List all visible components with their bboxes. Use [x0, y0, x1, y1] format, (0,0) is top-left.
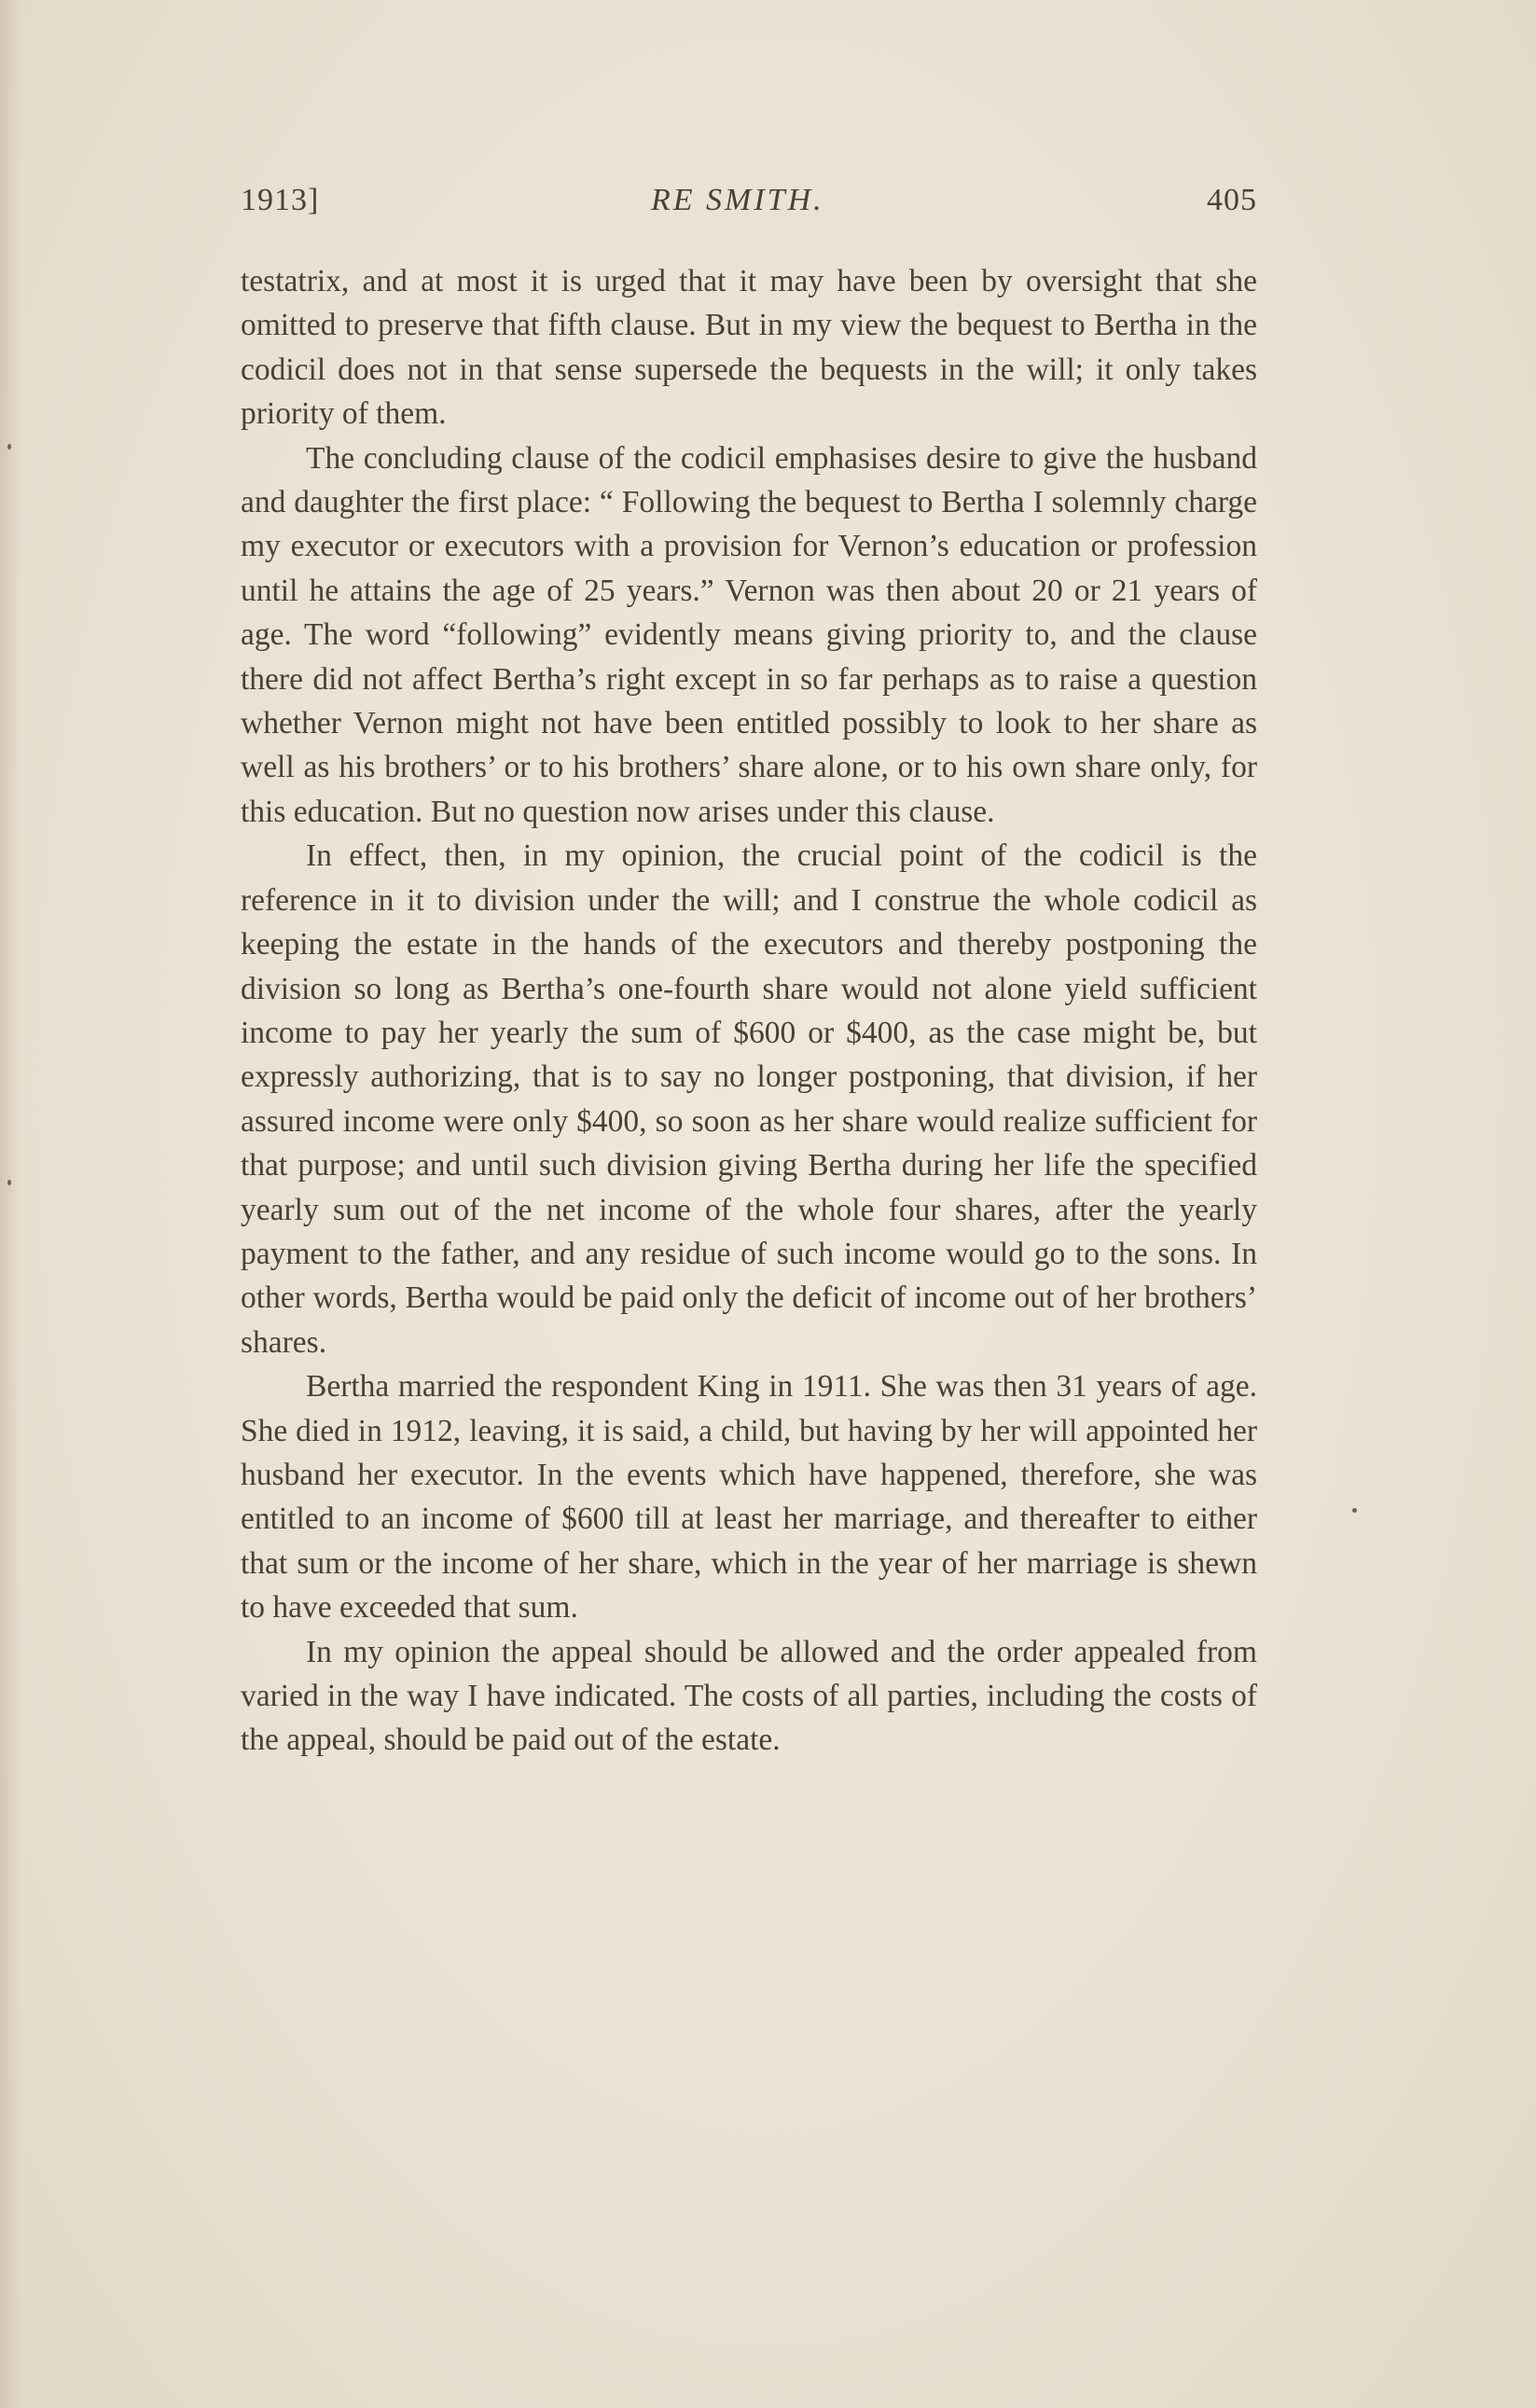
header-year: 1913] — [241, 183, 320, 217]
header-page-number: 405 — [1207, 183, 1257, 217]
paragraph-5: In my opinion the appeal should be allowed and the order appealed from varied in the way I have indicated. The costs of all parties, including the costs of the appeal, should be paid out of the estate. — [241, 1634, 1257, 1758]
paragraph-2: The concluding clause of the codicil emphasises desire to give the husband and daughter the first place: “ Following the bequest to Bertha I solemnly charge my executor or executors with a provision for Vernon’s education or profession until he attains the age of 25 years.” Vernon was then about 20 or 21 years of age. The word “following” evidently means giving priority to, and the clause there did not affect Bertha’s right except in so far perhaps as to raise a question whether Vernon might not have been entitled possibly to look to her share as well as his brothers’ or to his brothers’ share alone, or to his own share only, for this education. But no question now arises under this clause. — [241, 440, 1257, 829]
page-edge-shadow — [0, 0, 21, 2408]
ink-speck — [7, 444, 11, 450]
ink-speck — [1352, 1508, 1357, 1513]
ink-speck — [7, 1180, 11, 1185]
paragraph-4: Bertha married the respondent King in 1911. She was then 31 years of age. She died in 1912, leaving, it is said, a child, but having by her will appointed her husband her executor. In the events which have happened, therefore, she was entitled to an income of $600 till at least her marriage, and thereafter to either that sum or the income of her share, which in the year of her marriage is shewn to have exceeded that sum. — [241, 1369, 1257, 1626]
paragraph-3: In effect, then, in my opinion, the crucial point of the codicil is the reference in it to division under the will; and I construe the whole codicil as keeping the estate in the hands of the executors and thereby postponing the division so long as Bertha’s one-fourth share would not alone yield sufficient income to pay her yearly the sum of $600 or $400, as the case might be, but expressly authorizing, that is to say no longer postponing, that division, if her assured income were only $400, so soon as her share would realize sufficient for that purpose; and until such division giving Bertha during her life the specified yearly sum out of the net income of the whole four shares, after the yearly payment to the father, and any residue of such income would go to the sons. In other words, Bertha would be paid only the deficit of income out of her brothers’ shares. — [241, 838, 1257, 1360]
body-text — [241, 259, 1257, 1763]
page-header — [241, 183, 1257, 229]
header-running-title: RE SMITH. — [651, 183, 824, 217]
paragraph-1: testatrix, and at most it is urged that it may have been by oversight that she omitted to preserve that fifth clause. But in my view the bequest to Bertha in the codicil does not in that sense supersede the bequests in the will; it only takes priority of them. — [241, 264, 1257, 432]
